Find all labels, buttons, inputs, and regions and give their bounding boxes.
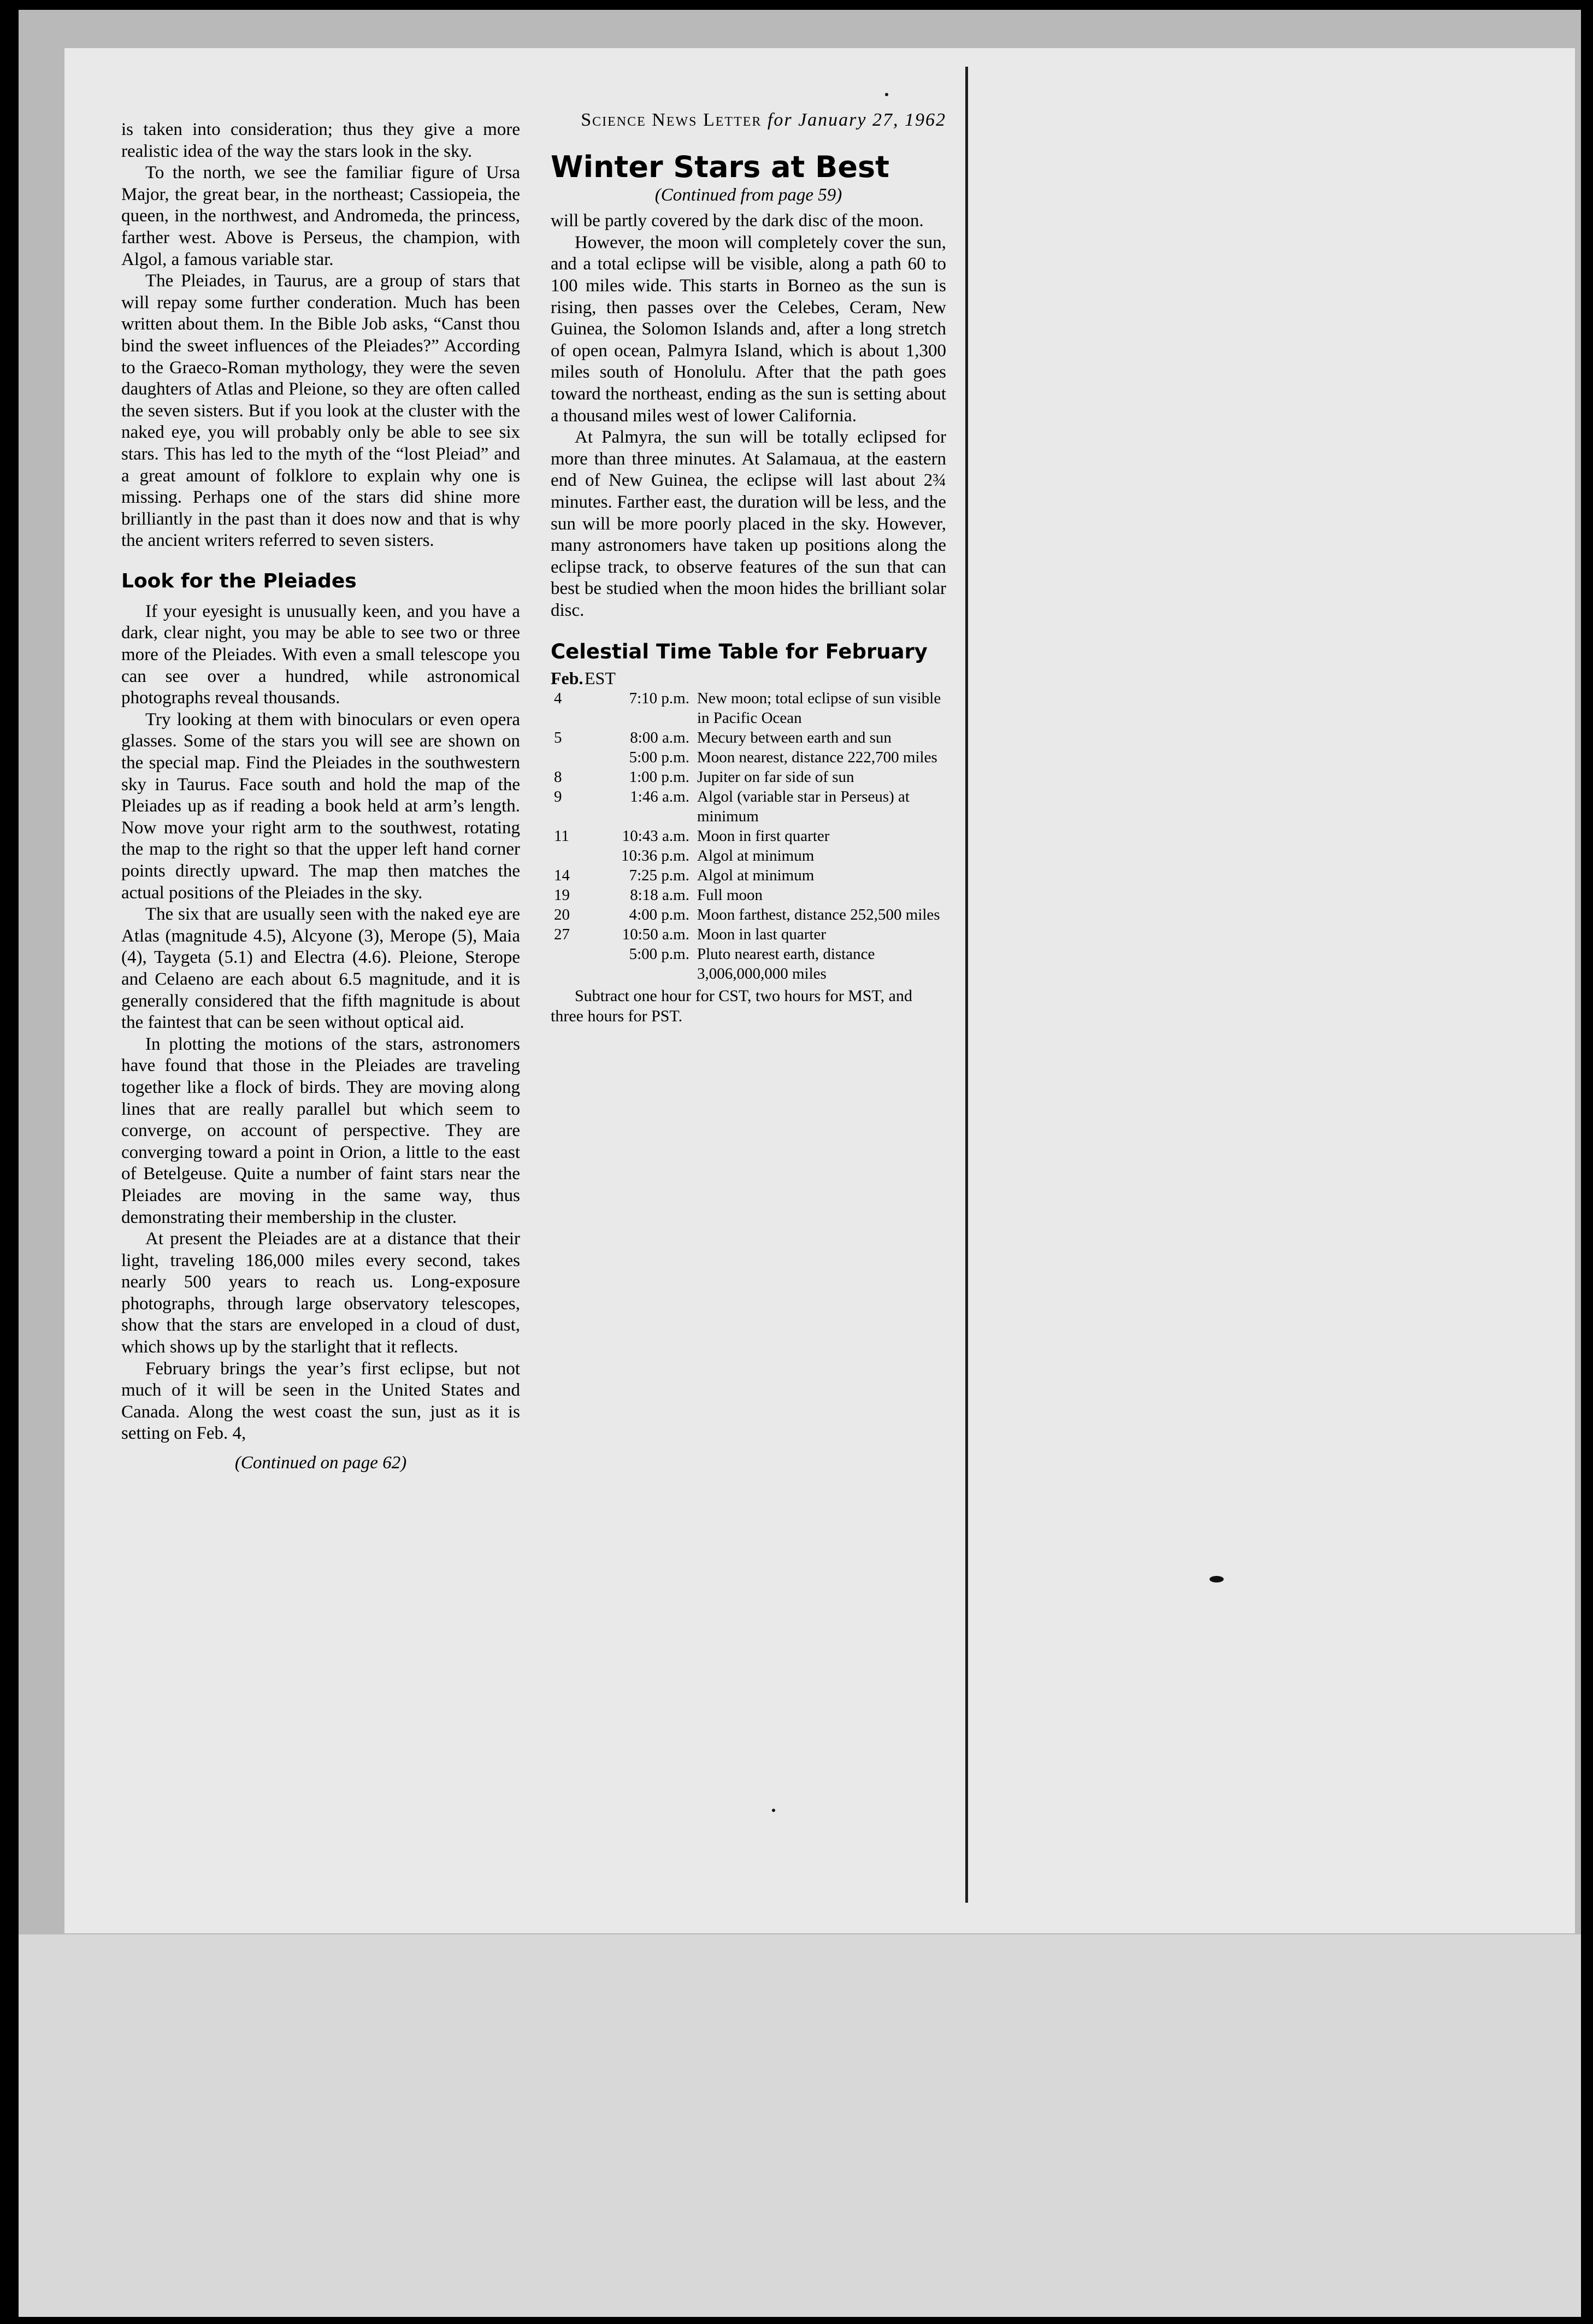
timetable-time: 5:00 p.m. — [629, 945, 689, 963]
continued-from-notice: (Continued from page 59) — [654, 185, 842, 205]
column-divider — [965, 67, 968, 1903]
timetable-event: Moon farthest, distance 252,500 miles — [697, 906, 940, 924]
article-title: Winter Stars at Best — [551, 149, 889, 184]
body-paragraph: To the north, we see the familiar figure of Ursa Major, the great bear, in the northeast; Cassiopeia, the queen, in the northwest, and Andromeda, the princess, farther west. Above is Perseus, the champion, with Algol, a famous variable star. — [121, 163, 520, 269]
timetable-row — [551, 905, 946, 925]
timetable-row — [551, 728, 946, 748]
right-column — [551, 109, 946, 1026]
timetable-time: 1:46 a.m. — [630, 788, 689, 806]
timetable-time: 7:25 p.m. — [629, 867, 689, 885]
timetable-event: Moon in last quarter — [697, 926, 826, 944]
timetable-note: Subtract one hour for CST, two hours for MST, and three hours for PST. — [551, 987, 912, 1026]
timetable-time: 10:36 p.m. — [621, 847, 689, 865]
timetable-day: 27 — [554, 926, 570, 944]
issue-date: for January 27, 1962 — [767, 110, 946, 130]
timetable-row — [551, 846, 946, 866]
timetable-rows — [551, 689, 946, 984]
timetable-header — [551, 668, 946, 689]
film-speck — [885, 93, 888, 96]
timetable-event: Jupiter on far side of sun — [697, 768, 854, 786]
timetable-event: Pluto nearest earth, distance 3,006,000,000 miles — [697, 945, 875, 983]
timetable-row — [551, 826, 946, 846]
page-header — [551, 109, 946, 131]
body-paragraph: Try looking at them with binoculars or even opera glasses. Some of the stars you will see are shown on the special map. Find the Pleiades in the southwestern sky in Taurus. Face south and hold the map of the Pleiades up as if reading a book held at arm’s length. Now move your right arm to the southwest, rotating the map to the right so that the upper left hand corner points directly upward. The map then matches the actual positions of the Pleiades in the sky. — [121, 709, 520, 903]
timetable-day: 9 — [554, 788, 562, 806]
timetable-day — [551, 748, 593, 767]
timetable-time: 4:00 p.m. — [629, 906, 689, 924]
timetable-time: 5:00 p.m. — [629, 749, 689, 767]
body-paragraph: The Pleiades, in Taurus, are a group of stars that will repay some further conderation. Much has been written about them. In the Bible Job asks, “Canst thou bind the sweet influences of the Pleiades?” According to the Graeco-Roman mythology, they were the seven daughters of Atlas and Pleione, so they are often called the seven sisters. But if you look at the cluster with the naked eye, you will probably only be able to see six stars. This has led to the myth of the “lost Pleiad” and a great amount of folklore to explain why one is missing. Perhaps one of the stars did shine more brilliantly in the past than it does now and that is why the ancient writers referred to seven sisters. — [121, 271, 520, 551]
timetable-event: Moon in first quarter — [697, 827, 830, 845]
timetable-row — [551, 689, 946, 728]
body-paragraph: In plotting the motions of the stars, astronomers have found that those in the Pleiades are traveling together like a flock of birds. They are moving along lines that are really parallel but which seem to converge, on account of perspective. They are converging toward a point in Orion, a little to the east of Betelgeuse. Quite a number of faint stars near the Pleiades are moving in the same way, thus demonstrating their membership in the cluster. — [121, 1034, 520, 1227]
timetable-title: Celestial Time Table for February — [551, 640, 928, 664]
body-paragraph: The six that are usually seen with the naked eye are Atlas (magnitude 4.5), Alcyone (3), Merope (5), Maia (4), Taygeta (5.1) and Electra (4.6). Pleione, Sterope and Celaeno are each about 6.5 magnitude, and it is generally considered that the fifth magnitude is about the faintest that can be seen without optical aid. — [121, 904, 520, 1033]
timetable-event: Mecury between earth and sun — [697, 729, 892, 747]
timetable-row — [551, 925, 946, 944]
timetable-time: 8:00 a.m. — [630, 729, 689, 747]
film-speck — [1210, 1576, 1224, 1582]
timetable-row — [551, 787, 946, 826]
timetable-day: 5 — [554, 729, 562, 747]
timetable-day: 8 — [554, 768, 562, 786]
section-subheading: Look for the Pleiades — [121, 569, 357, 592]
timetable-row — [551, 866, 946, 885]
body-paragraph: If your eyesight is unusually keen, and you have a dark, clear night, you may be able to see two or three more of the Pleiades. With even a small telescope you can see over a hundred, while astronomical photographs reveal thousands. — [121, 601, 520, 708]
body-paragraph: However, the moon will completely cover the sun, and a total eclipse will be visible, along a path 60 to 100 miles wide. This starts in Borneo as the sun is rising, then passes over the Celebes, Ceram, New Guinea, the Solomon Islands and, after a long stretch of open ocean, Palmyra Island, which is about 1,300 miles south of Honolulu. After that the path goes toward the northeast, ending as the sun is setting about a thousand miles west of lower California. — [551, 232, 946, 426]
timetable-time: 10:43 a.m. — [622, 827, 689, 845]
timetable-event: Algol (variable star in Perseus) at minimum — [697, 788, 910, 826]
timetable-day — [551, 944, 593, 984]
body-paragraph: will be partly covered by the dark disc of the moon. — [551, 211, 924, 231]
timetable-row — [551, 748, 946, 767]
timetable-time: 8:18 a.m. — [630, 886, 689, 904]
film-speck — [772, 1809, 775, 1812]
timetable-col-time: EST — [585, 668, 616, 689]
film-margin — [19, 1934, 1581, 2317]
timetable-time: 10:50 a.m. — [622, 926, 689, 944]
timetable-row — [551, 885, 946, 905]
timetable-event: Full moon — [697, 886, 763, 904]
timetable-day: 4 — [554, 690, 562, 708]
timetable-row — [551, 944, 946, 984]
left-column — [121, 119, 520, 1474]
timetable-time: 1:00 p.m. — [629, 768, 689, 786]
timetable-event: Moon nearest, distance 222,700 miles — [697, 749, 937, 767]
body-paragraph: February brings the year’s first eclipse, but not much of it will be seen in the United States and Canada. Along the west coast the sun, just as it is setting on Feb. 4, — [121, 1358, 520, 1444]
timetable-time: 7:10 p.m. — [629, 690, 689, 708]
body-paragraph: At Palmyra, the sun will be totally eclipsed for more than three minutes. At Salamaua, at the eastern end of New Guinea, the eclipse will last about 2¾ minutes. Farther east, the duration will be less, and the sun will be more poorly placed in the sky. However, many astronomers have taken up positions along the eclipse track, to observe features of the sun that can best be studied when the moon hides the brilliant solar disc. — [551, 427, 946, 620]
publication-name: Science News Letter — [581, 110, 762, 130]
continued-notice: (Continued on page 62) — [234, 1453, 407, 1473]
timetable-event: New moon; total eclipse of sun visible in Pacific Ocean — [697, 690, 941, 727]
body-paragraph: At present the Pleiades are at a distance that their light, traveling 186,000 miles every second, takes nearly 500 years to reach us. Long-exposure photographs, through large observatory telescopes, show that the stars are enveloped in a cloud of dust, which shows up by the starlight that it reflects. — [121, 1229, 520, 1357]
timetable-day — [551, 846, 593, 866]
body-paragraph: is taken into consideration; thus they give a more realistic idea of the way the stars look in the sky. — [121, 120, 520, 161]
timetable-event: Algol at minimum — [697, 847, 815, 865]
timetable-day: 14 — [554, 867, 570, 885]
timetable-day: 19 — [554, 886, 570, 904]
timetable-col-date: Feb. — [551, 668, 583, 689]
timetable-day: 20 — [554, 906, 570, 924]
timetable-event: Algol at minimum — [697, 867, 815, 885]
timetable-day: 11 — [554, 827, 569, 845]
timetable-row — [551, 767, 946, 787]
